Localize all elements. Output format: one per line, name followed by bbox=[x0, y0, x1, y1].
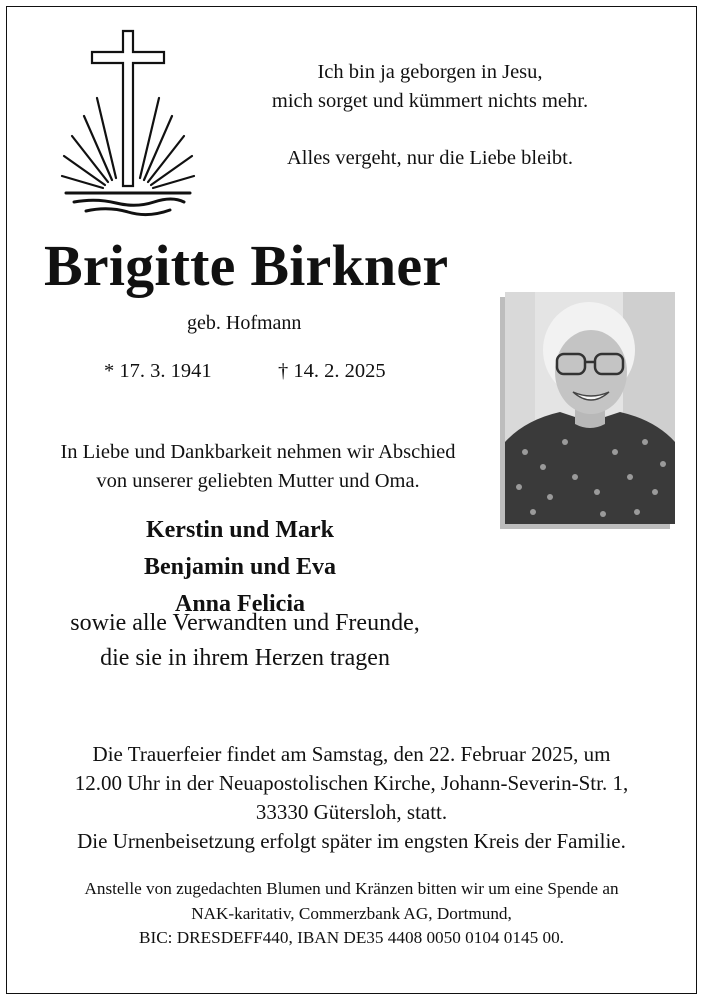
funeral-service-info bbox=[0, 740, 703, 856]
farewell-line: von unserer geliebten Mutter und Oma. bbox=[96, 470, 420, 492]
verse-closing bbox=[230, 144, 630, 173]
donation-line: BIC: DRESDEFF440, IBAN DE35 4408 0050 0104 0145 00. bbox=[139, 928, 564, 947]
maiden-name: geb. Hofmann bbox=[187, 312, 302, 334]
service-line: 12.00 Uhr in der Neuapostolischen Kirche, Johann-Severin-Str. 1, bbox=[74, 771, 629, 795]
family-member: Kerstin und Mark bbox=[145, 517, 334, 543]
farewell-line: In Liebe und Dankbarkeit nehmen wir Abschied bbox=[60, 441, 456, 463]
verse-line: Ich bin ja geborgen in Jesu, bbox=[317, 61, 543, 83]
donation-request bbox=[0, 877, 703, 951]
verse-line: Alles vergeht, nur die Liebe bleibt. bbox=[287, 147, 573, 169]
death-date: † 14. 2. 2025 bbox=[278, 360, 386, 382]
service-line: Die Urnenbeisetzung erfolgt später im engsten Kreis der Familie. bbox=[77, 829, 626, 853]
birth-date: * 17. 3. 1941 bbox=[104, 360, 212, 382]
service-line: 33330 Gütersloh, statt. bbox=[255, 800, 448, 824]
relatives-line: die sie in ihrem Herzen tragen bbox=[100, 645, 390, 671]
family-member: Anna Felicia bbox=[175, 591, 305, 617]
service-line: Die Trauerfeier findet am Samstag, den 22. Februar 2025, um bbox=[92, 742, 611, 766]
portrait-photo bbox=[505, 292, 675, 524]
donation-line: NAK-karitativ, Commerzbank AG, Dortmund, bbox=[191, 903, 512, 923]
verse-line: mich sorget und kümmert nichts mehr. bbox=[271, 90, 589, 112]
relatives-text bbox=[5, 606, 485, 676]
family-member: Benjamin und Eva bbox=[143, 554, 337, 580]
donation-line: Anstelle von zugedachten Blumen und Kränzen bitten wir um eine Spende an bbox=[84, 879, 619, 898]
farewell-text bbox=[8, 438, 508, 496]
cross-with-rising-sun-icon bbox=[56, 28, 200, 218]
deceased-name: Brigitte Birkner bbox=[44, 233, 449, 298]
bible-verse bbox=[230, 58, 630, 116]
relatives-line: sowie alle Verwandten und Freunde, bbox=[70, 610, 420, 636]
